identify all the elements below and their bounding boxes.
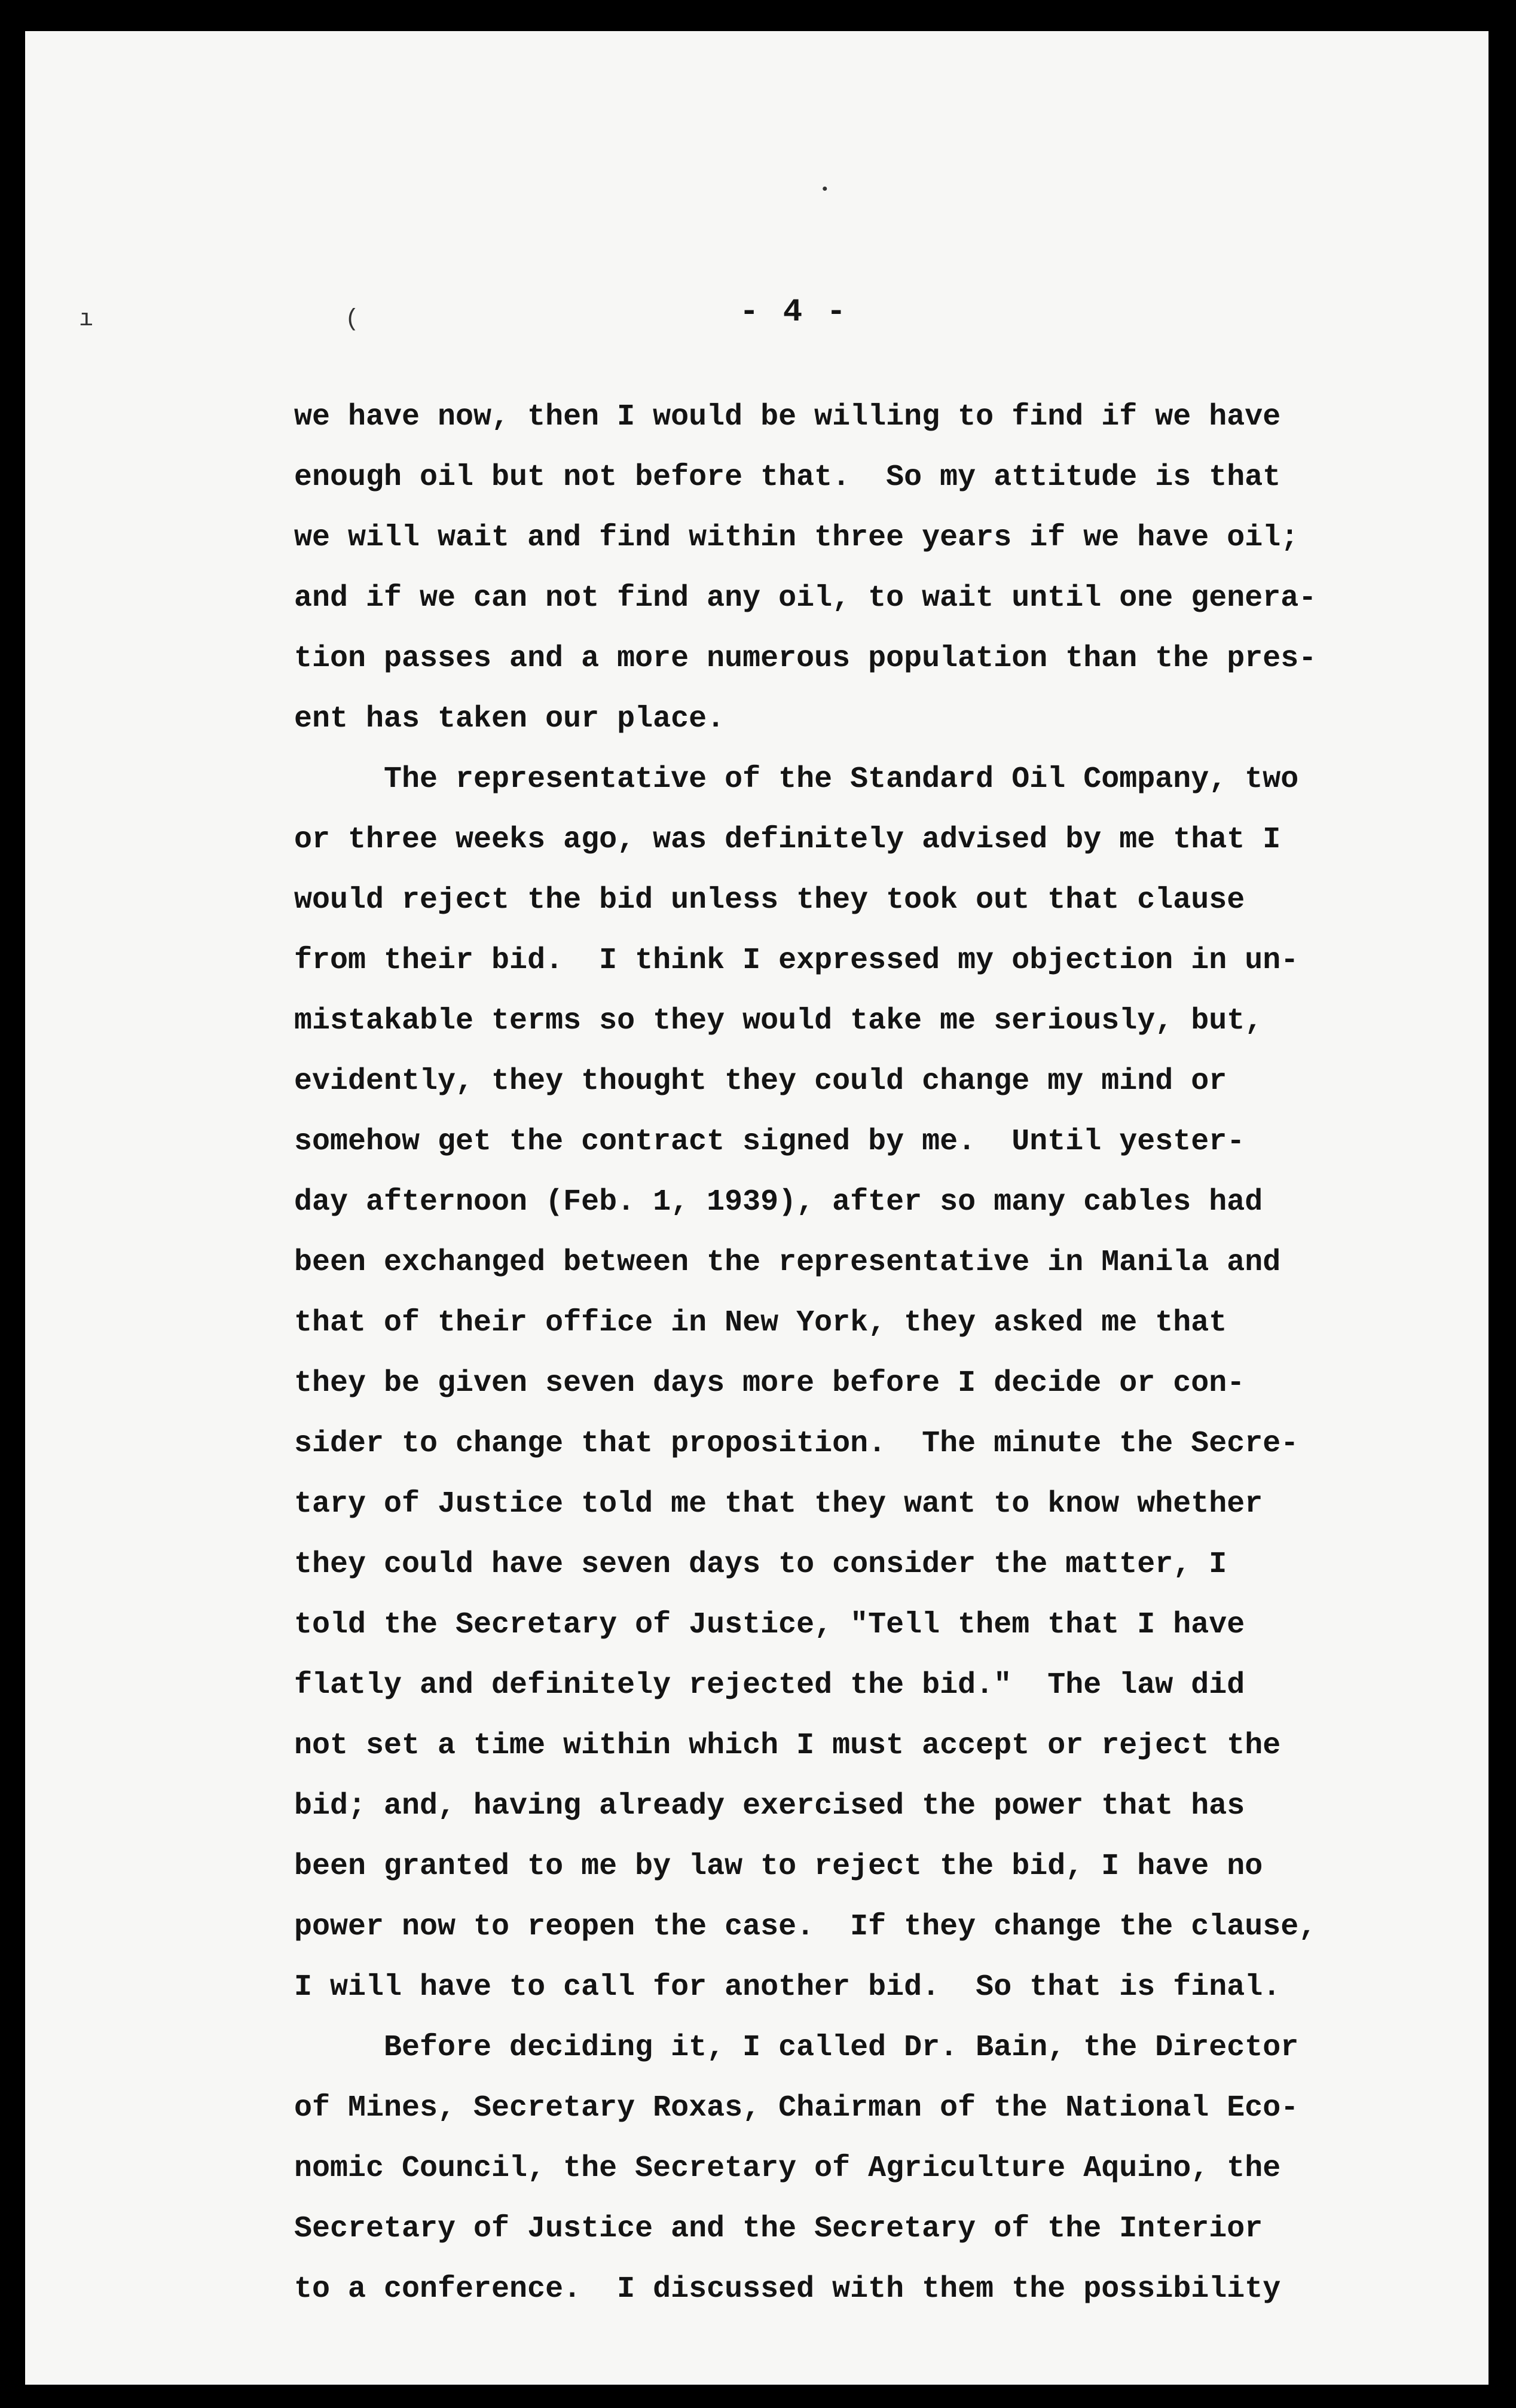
text-line: ent has taken our place. <box>294 702 725 736</box>
text-line: sider to change that proposition. The minute the Secre- <box>294 1427 1299 1461</box>
text-line: tion passes and a more numerous population than the pres- <box>294 642 1317 676</box>
text-line: flatly and definitely rejected the bid." The law did <box>294 1668 1245 1702</box>
text-line: that of their office in New York, they asked me that <box>294 1306 1227 1340</box>
text-line: mistakable terms so they would take me seriously, but, <box>294 1004 1263 1038</box>
page-number: - 4 - <box>739 294 849 331</box>
text-line: nomic Council, the Secretary of Agriculture Aquino, the <box>294 2151 1281 2186</box>
text-line: they could have seven days to consider the matter, I <box>294 1548 1227 1582</box>
text-line: Before deciding it, I called Dr. Bain, the Director <box>294 2031 1299 2065</box>
text-line: not set a time within which I must accept or reject the <box>294 1729 1281 1763</box>
text-line: been granted to me by law to reject the bid, I have no <box>294 1850 1263 1884</box>
text-line: The representative of the Standard Oil Company, two <box>294 762 1299 796</box>
text-line: day afternoon (Feb. 1, 1939), after so many cables had <box>294 1185 1263 1219</box>
text-line: and if we can not find any oil, to wait until one genera- <box>294 581 1317 615</box>
text-line: Secretary of Justice and the Secretary of the Interior <box>294 2212 1263 2246</box>
text-line: we will wait and find within three years if we have oil; <box>294 521 1299 555</box>
text-line: they be given seven days more before I decide or con- <box>294 1366 1245 1400</box>
text-line: been exchanged between the representative in Manila and <box>294 1246 1281 1280</box>
text-line: enough oil but not before that. So my attitude is that <box>294 460 1281 495</box>
margin-tick: ı <box>79 306 94 333</box>
text-line: from their bid. I think I expressed my objection in un- <box>294 944 1299 978</box>
text-line: we have now, then I would be willing to find if we have <box>294 400 1281 434</box>
text-line: told the Secretary of Justice, "Tell them that I have <box>294 1608 1245 1642</box>
document-page <box>25 31 1489 2385</box>
text-line: bid; and, having already exercised the power that has <box>294 1789 1245 1823</box>
text-line: to a conference. I discussed with them the possibility <box>294 2272 1281 2306</box>
margin-tick: ( <box>345 306 360 333</box>
margin-dot: • <box>820 181 830 199</box>
text-line: would reject the bid unless they took out that clause <box>294 883 1245 917</box>
text-line: of Mines, Secretary Roxas, Chairman of the National Eco- <box>294 2091 1299 2125</box>
text-line: tary of Justice told me that they want to know whether <box>294 1487 1263 1521</box>
text-line: power now to reopen the case. If they change the clause, <box>294 1910 1317 1944</box>
body-text <box>294 387 1364 2320</box>
text-line: evidently, they thought they could change my mind or <box>294 1064 1227 1098</box>
text-line: somehow get the contract signed by me. Until yester- <box>294 1125 1245 1159</box>
text-line: I will have to call for another bid. So that is final. <box>294 1970 1281 2004</box>
text-line: or three weeks ago, was definitely advised by me that I <box>294 823 1281 857</box>
